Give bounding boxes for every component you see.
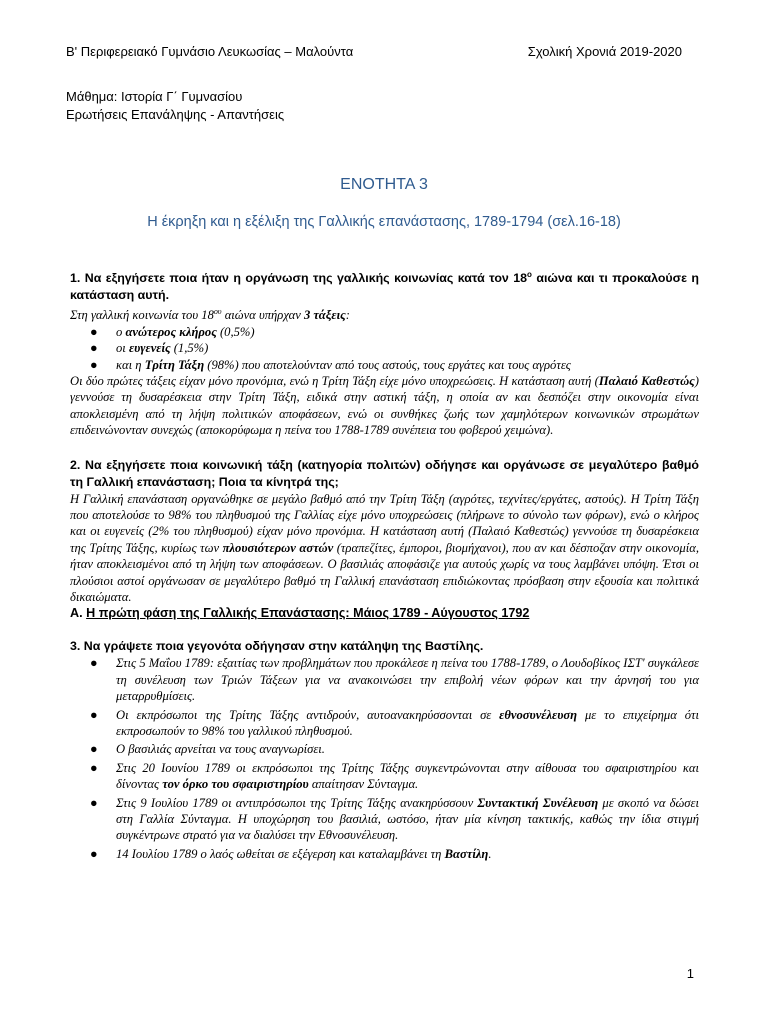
answer-1-paragraph bbox=[70, 373, 699, 439]
answer-1-intro-superscript: ου bbox=[213, 307, 222, 317]
list-item-text: . bbox=[488, 846, 492, 861]
list-item-bold: τον όρκο του σφαιριστηρίου bbox=[162, 777, 309, 792]
list-item bbox=[90, 707, 700, 740]
list-item-bold: Βαστίλη bbox=[444, 846, 489, 861]
question-1-text-a: 1. Να εξηγήσετε ποια ήταν η οργάνωση της γαλλικής κοινωνίας κατά τον 18 bbox=[70, 271, 528, 286]
answer-2-bold: πλουσιότερων αστών bbox=[222, 540, 334, 555]
question-1-text-b: αιώνα και τι προκαλούσε η κατάσταση αυτή. bbox=[70, 271, 699, 303]
page-number: 1 bbox=[686, 966, 694, 981]
answer-1-text-a: Οι δύο πρώτες τάξεις είχαν μόνο προνόμια, ενώ η Τρίτη Τάξη είχε μόνο υποχρεώσεις. Η κατάσταση αυτή ( bbox=[70, 373, 599, 388]
bullet-icon: ● bbox=[90, 357, 98, 372]
section-a-heading bbox=[70, 605, 699, 622]
list-item-text: 14 Ιουλίου 1789 ο λαός ωθείται σε εξέγερση και καταλαμβάνει τη bbox=[116, 846, 445, 861]
list-item-text: με το επιχείρημα ότι εκπροσωπούν το 98% του γαλλικού πληθυσμού. bbox=[116, 707, 700, 739]
question-1 bbox=[70, 266, 699, 304]
answer-1-intro bbox=[70, 304, 699, 324]
answer-1-intro-text-b: αιώνα υπήρχαν bbox=[221, 308, 304, 323]
list-item-text: Στις 5 Μαΐου 1789: εξαιτίας των προβλημάτων που προκάλεσε η πείνα του 1788-1789, ο Λουδοβίκος ΙΣΤ' συγκάλεσε τη συνέλευση των Τριών Τάξεων για να ανακοινώσει την επιβολή νέων φόρων και την άρνησή του για μεταρρυθμίσεις. bbox=[116, 656, 699, 704]
list-item bbox=[90, 795, 699, 844]
question-1-superscript: ο bbox=[527, 270, 532, 279]
answer-3-event-list bbox=[70, 655, 699, 862]
list-item-text: με σκοπό να δώσει στη Γαλλία Σύνταγμα. Η υποχώρηση του βασιλιά, ωστόσο, ήταν μία κίνηση τακτικής, καθώς την ίδια στιγμή συγκέντρωνε στρατό για να διαλύσει την Εθνοσυνέλευση. bbox=[116, 795, 699, 843]
answer-1-bold: Παλαιό Καθεστώς bbox=[598, 373, 695, 388]
answer-1-intro-text-c: : bbox=[345, 308, 350, 323]
list-item bbox=[90, 760, 699, 793]
list-item-bold: εθνοσυνέλευση bbox=[499, 707, 578, 722]
answer-2-text-b: (τραπεζίτες, έμποροι, βιομήχανοι), που αν και δέσποζαν στην οικονομία, ήταν αποκλεισμένοι από τη λήψη των αποφάσεων. Ο βασιλιάς αποφάσιζε για αυτούς χωρίς να τους λαμβάνει υπόψη. Έτσι οι πλούσιοι αστοί οργάνωσαν σε μεγαλύτερο βαθμό τη Γαλλική επανάσταση επιδιώκοντας πρόσβαση στην εξουσία και πολιτικά δικαιώματα. bbox=[70, 540, 700, 604]
list-item-text: και η bbox=[116, 357, 145, 372]
header-school-year: Σχολική Χρονιά 2019-2020 bbox=[527, 44, 682, 59]
unit-title: ΕΝΟΤΗΤΑ 3 bbox=[340, 176, 428, 193]
list-item bbox=[90, 655, 699, 704]
chapter-title: Η έκρηξη και η εξέλιξη της Γαλλικής επανάστασης, 1789-1794 (σελ.16-18) bbox=[147, 214, 621, 230]
list-item-text: ο bbox=[116, 324, 126, 339]
bullet-icon: ● bbox=[90, 707, 98, 722]
worksheet-title: Ερωτήσεις Επανάληψης - Απαντήσεις bbox=[66, 107, 285, 122]
subject-block bbox=[66, 88, 284, 124]
list-item-text: Στις 20 Ιουνίου 1789 οι εκπρόσωποι της Τρίτης Τάξης συγκεντρώνονται στην αίθουσα του σφαιριστηρίου και δίνοντας bbox=[116, 760, 699, 792]
list-item-text: Ο βασιλιάς αρνείται να τους αναγνωρίσει. bbox=[116, 742, 325, 757]
course-label: Μάθημα: Ιστορία Γ΄ Γυμνασίου bbox=[66, 89, 243, 104]
answer-1-text-b: ) γεννούσε τη δυσαρέσκεια στην Τρίτη Τάξη, ειδικά στην αστική τάξη, η οποία αν και δεσπόζει στην οικονομία είναι αποκλεισμένη από τη λήψη πολιτικών αποφάσεων, ενώ οι συνθήκες ζωής των χαμηλότερων κοινωνικών στρωμάτων επιδεινώνονταν συνεχώς (αποκορύφωμα η πείνα του 1788-1789 συνέπεια του φοβερού χειμώνα). bbox=[70, 373, 699, 438]
bullet-icon: ● bbox=[90, 341, 98, 356]
list-item-text: οι bbox=[116, 341, 129, 356]
list-item bbox=[90, 357, 699, 373]
bullet-icon: ● bbox=[90, 324, 98, 339]
question-3: 3. Να γράψετε ποια γεγονότα οδήγησαν στην κατάληψη της Βαστίλης. bbox=[70, 639, 484, 654]
list-item-text: Στις 9 Ιουλίου 1789 οι αντιπρόσωποι της Τρίτης Τάξης ανακηρύσσουν bbox=[116, 795, 478, 810]
list-item-text: (98%) που αποτελούνταν από τους αστούς, τους εργάτες και τους αγρότες bbox=[204, 357, 571, 372]
document-body bbox=[70, 266, 699, 864]
answer-1-intro-text-a: Στη γαλλική κοινωνία του 18 bbox=[70, 308, 214, 323]
list-item-text: (1,5%) bbox=[170, 341, 209, 356]
answer-2-text-a: Η Γαλλική επανάσταση οργανώθηκε σε μεγάλο βαθμό από την Τρίτη Τάξη (αγρότες, τεχνίτες/εργάτες, αστούς). Η Τρίτη Τάξη που αποτελούσε το 98% του πληθυσμού της Γαλλίας είχε μόνο υποχρεώσεις (πλήρωνε το σύνολο των φόρων), ενώ ο κλήρος και οι ευγενείς (2% του πληθυσμού) είχαν μόνο προνόμια. Η κατάσταση αυτή (Παλαιό Καθεστώς) γεννούσε τη δυσαρέσκεια της Τρίτης Τάξης, κυρίως των bbox=[70, 491, 699, 555]
list-item-text: απαίτησαν Σύνταγμα. bbox=[308, 777, 419, 792]
bullet-icon: ● bbox=[90, 760, 98, 775]
list-item bbox=[90, 340, 699, 356]
question-2: 2. Να εξηγήσετε ποια κοινωνική τάξη (κατηγορία πολιτών) οδήγησε και οργάνωσε σε μεγαλύτερο βαθμό τη Γαλλική επανάσταση; Ποια τα κίνητρά της; bbox=[70, 457, 699, 489]
section-a-title: Η πρώτη φάση της Γαλλικής Επανάστασης: Μάιος 1789 - Αύγουστος 1792 bbox=[86, 606, 530, 621]
bullet-icon: ● bbox=[90, 795, 98, 810]
list-item bbox=[90, 846, 699, 862]
list-item-bold: Τρίτη Τάξη bbox=[144, 357, 205, 372]
list-item-text: (0,5%) bbox=[216, 324, 255, 339]
list-item-bold: ανώτερος κλήρος bbox=[125, 324, 217, 339]
bullet-icon: ● bbox=[90, 742, 98, 757]
answer-1-class-list bbox=[70, 324, 699, 373]
header-school: Β' Περιφερειακό Γυμνάσιο Λευκωσίας – Μαλούντα bbox=[66, 44, 354, 59]
list-item-bold: ευγενείς bbox=[128, 341, 171, 356]
list-item bbox=[90, 324, 699, 340]
section-a-prefix: Α. bbox=[70, 606, 87, 621]
answer-1-intro-bold: 3 τάξεις bbox=[303, 308, 346, 323]
bullet-icon: ● bbox=[90, 846, 98, 861]
answer-2-paragraph bbox=[70, 491, 699, 606]
bullet-icon: ● bbox=[90, 656, 98, 671]
list-item bbox=[90, 741, 699, 757]
list-item-text: Οι εκπρόσωποι της Τρίτης Τάξης αντιδρούν, αυτοανακηρύσσονται σε bbox=[116, 707, 500, 722]
list-item-bold: Συντακτική Συνέλευση bbox=[477, 795, 599, 810]
